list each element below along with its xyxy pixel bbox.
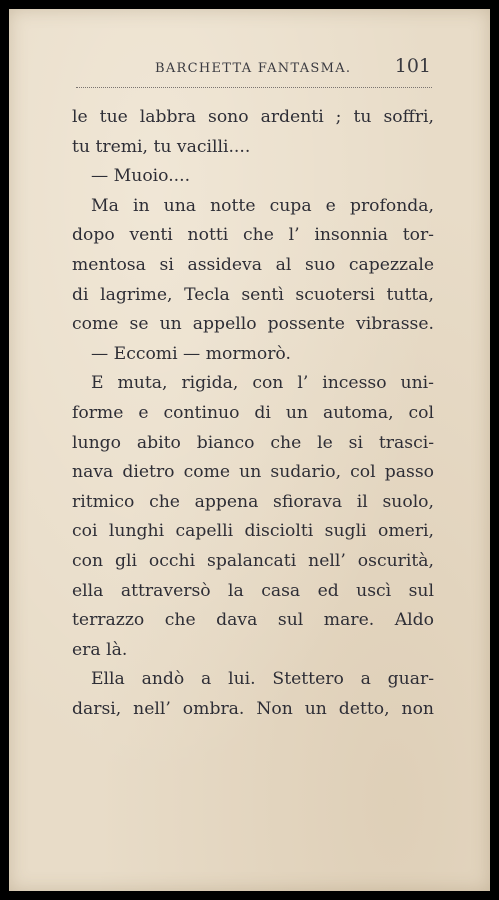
text-line: tu tremi, tu vacilli.... <box>72 136 251 157</box>
header-dotted-rule <box>76 87 432 88</box>
text-line: con gli occhi spalancati nell’ oscurità, <box>72 550 434 571</box>
text-line: come se un appello possente vibrasse. <box>72 314 434 335</box>
text-line: darsi, nell’ ombra. Non un detto, non <box>72 698 434 719</box>
running-head <box>73 51 431 85</box>
text-line: le tue labbra sono ardenti ; tu soffri, <box>72 107 434 127</box>
page-number: 101 <box>394 55 431 77</box>
text-line: lungo abito bianco che le si trasci- <box>72 432 434 453</box>
text-line: — Muoio.... <box>91 166 191 187</box>
text-line: Ma in una notte cupa e profonda, <box>91 195 434 216</box>
text-line: ritmico che appena sfiorava il suolo, <box>72 491 434 512</box>
text-line: era là. <box>72 639 128 660</box>
text-line: nava dietro come un sudario, col passo <box>72 462 434 483</box>
text-line: mentosa si assideva al suo capezzale <box>72 254 434 275</box>
text-line: terrazzo che dava sul mare. Aldo <box>72 610 434 631</box>
text-line: dopo venti notti che l’ insonnia tor- <box>72 225 434 246</box>
book-page <box>9 9 490 891</box>
text-line: coi lunghi capelli disciolti sugli omeri, <box>72 521 434 542</box>
text-line: ella attraversò la casa ed uscì sul <box>72 580 434 601</box>
body-text <box>72 103 434 724</box>
text-line: E muta, rigida, con l’ incesso uni- <box>91 373 434 394</box>
text-line: forme e continuo di un automa, col <box>72 402 434 423</box>
text-line: Ella andò a lui. Stettero a guar- <box>91 669 434 690</box>
running-title: BARCHETTA FANTASMA. <box>155 61 352 76</box>
text-line: di lagrime, Tecla sentì scuotersi tutta, <box>72 284 434 305</box>
text-line: — Eccomi — mormorò. <box>91 343 291 364</box>
